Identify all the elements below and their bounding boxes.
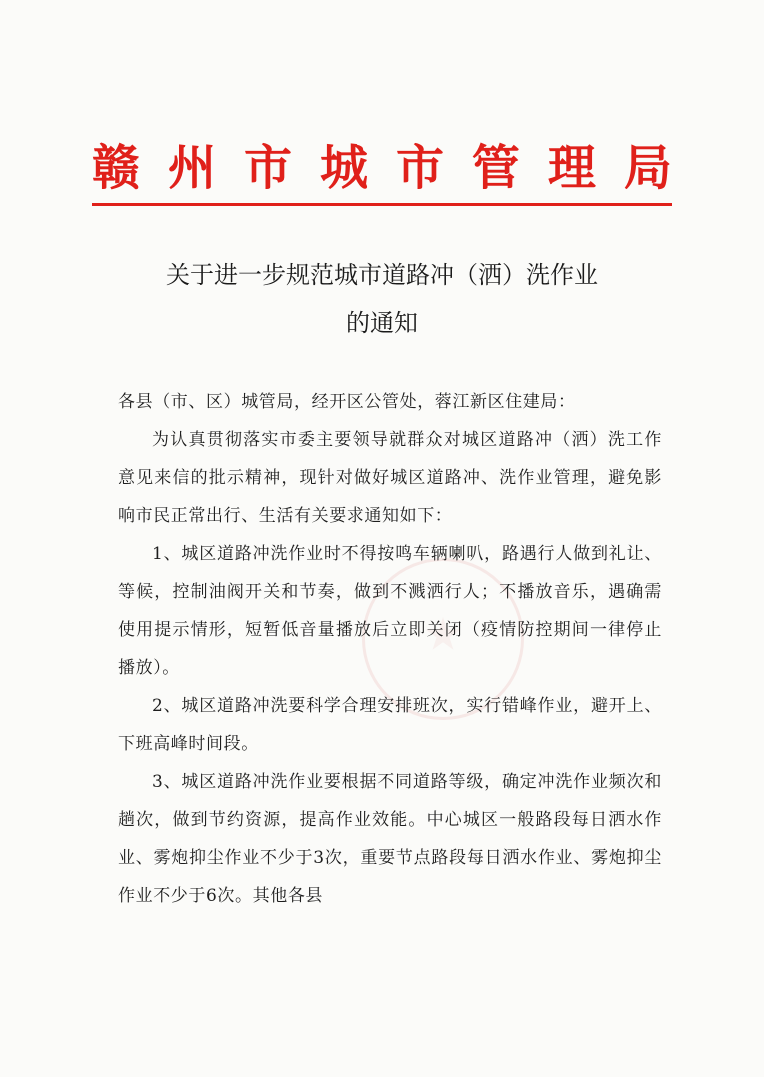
letterhead-char: 理 — [547, 140, 596, 196]
document-title-line-2: 的通知 — [346, 309, 418, 337]
addressee-line: 各县（市、区）城管局，经开区公管处，蓉江新区住建局： — [118, 392, 576, 412]
letterhead-char: 局 — [623, 140, 672, 196]
body-paragraph-item-2: 2、城区道路冲洗要科学合理安排班次，实行错峰作业，避开上、下班高峰时间段。 — [118, 696, 662, 754]
body-paragraph-item-3: 3、城区道路冲洗作业要根据不同道路等级，确定冲洗作业频次和趟次，做到节约资源，提高作业效能。中心城区一般路段每日洒水作业、雾炮抑尘作业不少于3次，重要节点路段每日洒水作业、雾炮抑尘作业不少于6次。其他各县 — [118, 772, 662, 906]
body-paragraph-intro: 为认真贯彻落实市委主要领导就群众对城区道路冲（洒）洗工作意见来信的批示精神，现针对做好城区道路冲、洗作业管理，避免影响市民正常出行、生活有关要求通知如下： — [118, 430, 662, 526]
document-title-line-1: 关于进一步规范城市道路冲（洒）洗作业 — [166, 261, 598, 289]
letterhead-char: 城 — [319, 140, 368, 196]
letterhead-char: 管 — [471, 140, 520, 196]
document-body — [118, 383, 662, 915]
letterhead-char: 州 — [167, 140, 216, 196]
letterhead-char: 市 — [243, 140, 292, 196]
letterhead-char: 市 — [395, 140, 444, 196]
letterhead-org-name — [92, 138, 672, 198]
letterhead-red-rule — [92, 203, 672, 206]
letterhead-char: 赣 — [92, 140, 141, 196]
body-paragraph-item-1: 1、城区道路冲洗作业时不得按鸣车辆喇叭，路遇行人做到礼让、等候，控制油阀开关和节奏，做到不溅洒行人；不播放音乐，遇确需使用提示情形，短暂低音量播放后立即关闭（疫情防控期间一律停止播放）。 — [118, 544, 662, 678]
